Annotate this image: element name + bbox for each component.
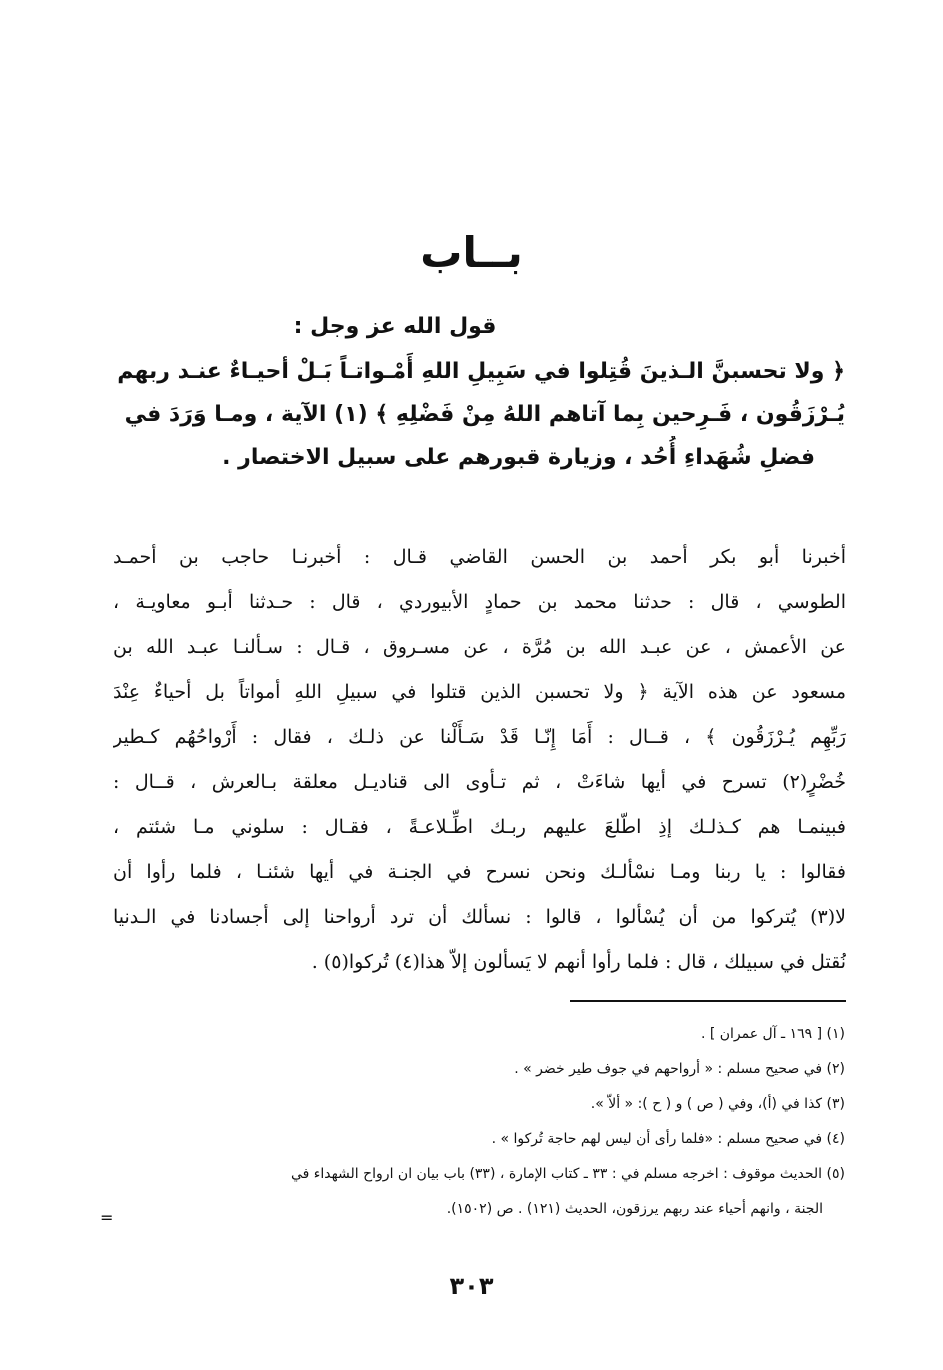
page-number: ٣٠٣ [449,1272,494,1300]
chapter-title: بــاب [420,228,523,277]
body-line: أخبرنا أبو بكر أحمد بن الحسن القاضي قـال : أخبرنـا حاجب بن أحمـد [113,546,846,568]
heading-intro: قول الله عز وجل : [293,314,497,339]
body-line: نُقتل في سبيلك ، قال : فلما رأوا أنهم لا يَسألون إلاّ هذا(٤) تُركوا(٥) . [311,951,846,973]
body-line: عن الأعمش ، عن عبـد الله بن مُرَّة ، عن مسـروق ، قـال : سـألنـا عبـد الله بن [113,636,846,658]
body-line: فقالوا : يا ربنا ومـا نسْألـك ونحن نسرح في الجنـة في أيها شئنـا ، فلما رأوا أن [113,861,846,883]
footnote-3: (٣) كذا في (أ)، وفي ( ص ) و ( ح ): « ألاّ ». [590,1096,845,1112]
footnote-4: (٤) في صحيح مسلم : «فلما رأى أن ليس لهم حاجة تُركوا » . [491,1131,845,1147]
body-line: مسعود عن هذه الآية ﴿ ولا تحسبن الذين قتلوا في سبيلِ اللهِ أمواتاً بل أحياءٌ عِنْدَ [113,681,846,703]
margin-mark: = [100,1208,114,1227]
footnote-2: (٢) في صحيح مسلم : « أرواحهم في جوف طير خضر » . [514,1061,845,1077]
heading-line: فضلِ شُهَداءِ أُحُد ، وزيارة قبورهم على سبيل الاختصار . [222,445,815,470]
footnote-1: (١) [ ١٦٩ ـ آل عمران ] . [700,1026,845,1042]
body-line: لا(٣) يُتركوا من أن يُسْألوا ، قالوا : نسألك أن ترد أرواحنا إلى أجسادنا في الـدنيا [113,906,846,928]
footnote-5-continuation: الجنة ، وانهم أحياء عند ربهم يرزقون، الحديث (١٢١) . ص (١٥٠٢). [446,1201,823,1217]
footnotes [110,1017,845,1227]
body-paragraph [113,535,846,985]
chapter-heading [105,305,845,479]
footnote-separator [570,1000,846,1002]
body-line: الطوسي ، قال : حدثنا محمد بن حمادٍ الأبيوردي ، قال : حـدثنا أبـو معاويـة ، [113,591,846,613]
body-line: فبينمـا هم كـذلـك إذِ اطّلعَ عليهم ربـك اطِّـلاعـةً ، فقـال : سلوني مـا شئتم ، [113,816,846,838]
footnote-5: (٥) الحديث موقوف : اخرجه مسلم في : ٣٣ ـ كتاب الإمارة ، (٣٣) باب بيان ان ارواح الشهداء في [290,1166,845,1182]
body-line: رَبِّهِم يُـرْزَقُون ﴾ ، قــال : أَمَا إِنّـا قَدْ سَـأَلْنا عن ذلـك ، فقال : أَرْواحُهُم كـطير [113,726,846,748]
heading-line: يُـرْزَقُون ، فَـرِحين بِما آتاهم اللهُ مِنْ فَضْلِهِ ﴾ (١) الآية ، ومـا وَرَدَ في [124,402,845,427]
body-line: خُضْرٍ(٢) تسرح في أيها شاءَتْ ، ثم تـأوى الى قناديـل معلقة بـالعرش ، قــال : [113,771,846,793]
heading-line: ﴿ ولا تحسبنَّ الـذينَ قُتِلوا في سَبِيلِ اللهِ أَمْـواتـاً بَـلْ أحيـاءٌ عنـد ربهم [117,359,845,384]
